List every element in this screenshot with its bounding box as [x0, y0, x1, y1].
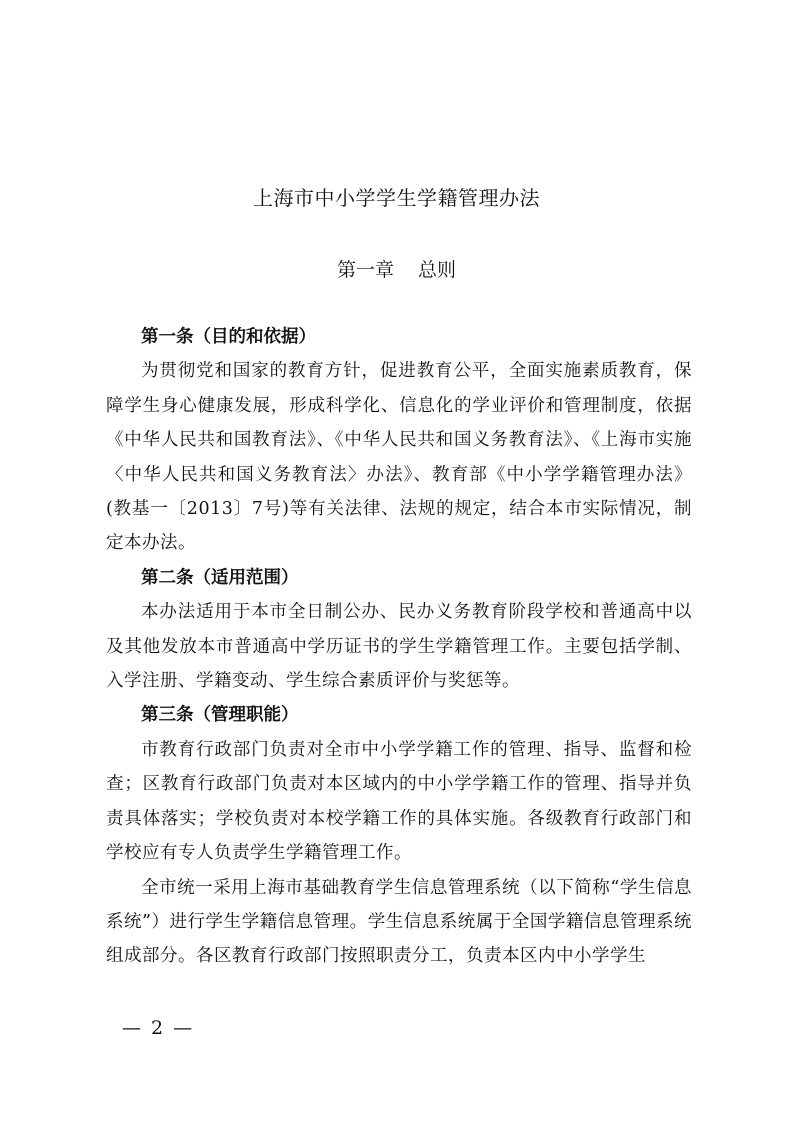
- article-2-heading: 第二条（适用范围）: [141, 567, 299, 588]
- article-3-paragraph-2: 全市统一采用上海市基础教育学生信息管理系统（以下简称“学生信息系统”）进行学生学籍信息管理。学生信息系统属于全国学籍信息管理系统组成部分。各区教育行政部门按照职责分工，负责本区内中小学学生: [106, 877, 692, 967]
- article-3-heading: 第三条（管理职能）: [141, 705, 299, 726]
- article-2-paragraph: 本办法适用于本市全日制公办、民办义务教育阶段学校和普通高中以及其他发放本市普通高中学历证书的学生学籍管理工作。主要包括学制、入学注册、学籍变动、学生综合素质评价与奖惩等。: [106, 602, 692, 692]
- article-1-heading: 第一条（目的和依据）: [141, 327, 316, 347]
- chapter-name: 总则: [418, 259, 457, 281]
- document-body: [106, 320, 692, 974]
- article-3-paragraph-1: 市教育行政部门负责对全市中小学学籍工作的管理、指导、监督和检查；区教育行政部门负责对本区域内的中小学学籍工作的管理、指导并负责具体落实；学校负责对本校学籍工作的具体实施。各级教育行政部门和学校应有专人负责学生学籍管理工作。: [106, 739, 692, 864]
- document-title: 上海市中小学学生学籍管理办法: [253, 186, 540, 210]
- article-1-paragraph: 为贯彻党和国家的教育方针，促进教育公平，全面实施素质教育，保障学生身心健康发展，形成科学化、信息化的学业评价和管理制度，依据《中华人民共和国教育法》、《中华人民共和国义务教育法》、《上海市实施〈中华人民共和国义务教育法〉办法》、教育部《中小学学籍管理办法》(教基一〔2013〕7号)等有关法律、法规的规定，结合本市实际情况，制定本办法。: [106, 361, 692, 554]
- page-number: — 2 —: [122, 1017, 195, 1039]
- chapter-number: 第一章: [336, 259, 394, 281]
- chapter-heading: [0, 255, 793, 285]
